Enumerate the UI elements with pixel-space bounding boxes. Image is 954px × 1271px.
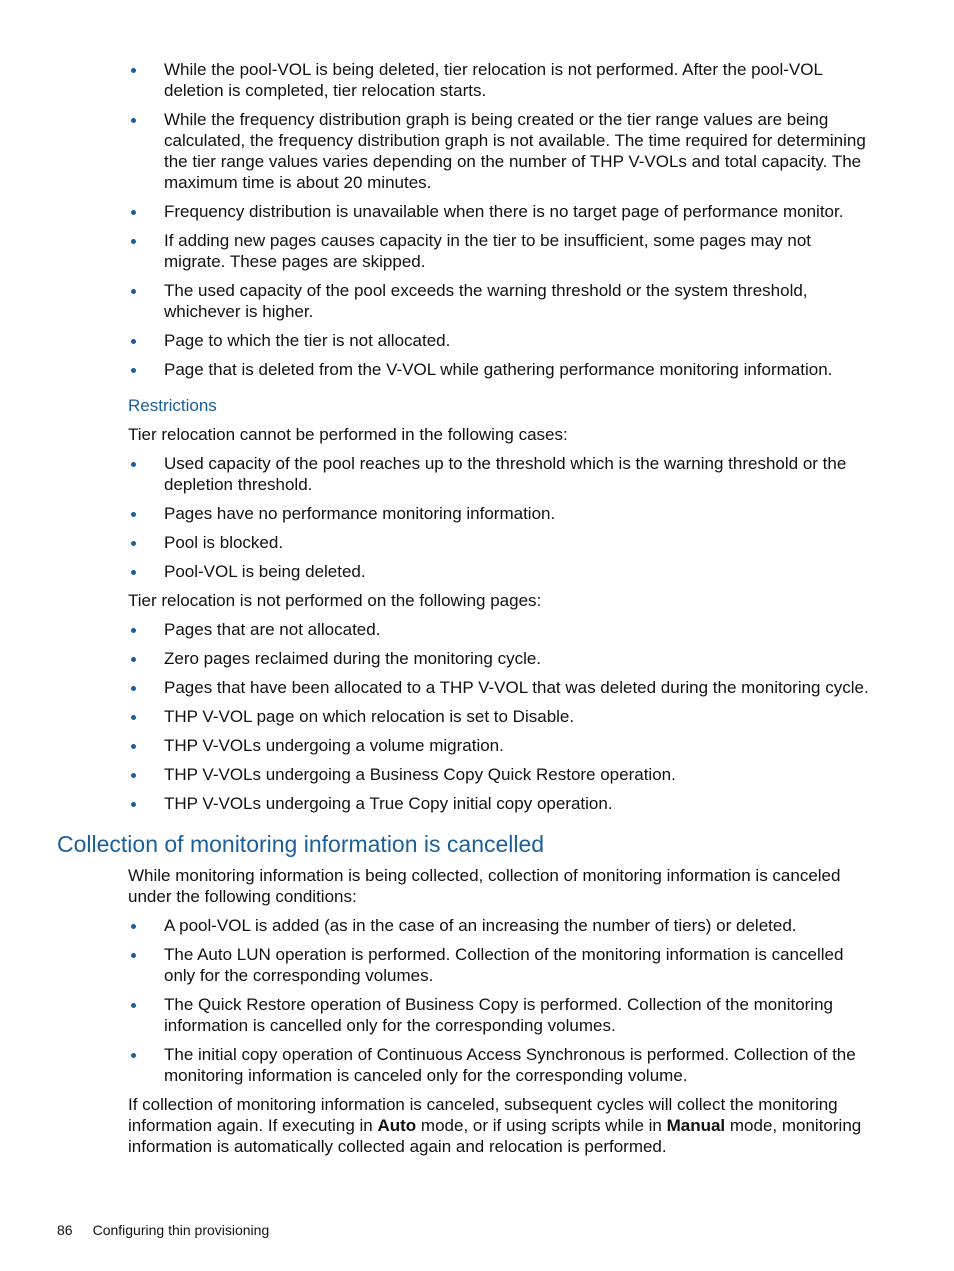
bullet-icon — [131, 744, 136, 749]
list-item: THP V-VOLs undergoing a Business Copy Quick Restore operation. — [128, 764, 874, 785]
bullet-icon — [131, 68, 136, 73]
list-item: The Quick Restore operation of Business Copy is performed. Collection of the monitoring information is cancelled only for the corresponding volumes. — [128, 994, 874, 1036]
auto-mode-term: Auto — [377, 1116, 417, 1135]
bullet-icon — [131, 541, 136, 546]
restrictions-intro: Tier relocation cannot be performed in the following cases: — [128, 425, 568, 444]
collection-conditions-list — [128, 915, 874, 1086]
collection-intro: While monitoring information is being collected, collection of monitoring information is canceled under the following conditions: — [128, 866, 841, 906]
list-item: THP V-VOLs undergoing a True Copy initial copy operation. — [128, 793, 874, 814]
restrictions-heading: Restrictions — [128, 396, 217, 415]
bullet-icon — [131, 210, 136, 215]
page-number: 86 — [57, 1222, 73, 1238]
bullet-icon — [131, 773, 136, 778]
list-item: Zero pages reclaimed during the monitoring cycle. — [128, 648, 874, 669]
list-item: Page that is deleted from the V-VOL while gathering performance monitoring information. — [128, 359, 874, 380]
list-item: THP V-VOL page on which relocation is set to Disable. — [128, 706, 874, 727]
list-item: THP V-VOLs undergoing a volume migration. — [128, 735, 874, 756]
collection-closing-paragraph: If collection of monitoring information is canceled, subsequent cycles will collect the monitoring information again. If executing in Auto mode, or if using scripts while in Manual mode, monitoring information is automatically collected again and relocation is performed. — [128, 1095, 862, 1156]
restriction-pages-list — [128, 619, 874, 814]
bullet-icon — [131, 512, 136, 517]
list-item: Page to which the tier is not allocated. — [128, 330, 874, 351]
list-item: The Auto LUN operation is performed. Collection of the monitoring information is cancelled only for the corresponding volumes. — [128, 944, 874, 986]
bullet-icon — [131, 570, 136, 575]
list-item: The initial copy operation of Continuous Access Synchronous is performed. Collection of the monitoring information is canceled only for the corresponding volume. — [128, 1044, 874, 1086]
list-item: While the frequency distribution graph is being created or the tier range values are being calculated, the frequency distribution graph is not available. The time required for determining the tier range values varies depending on the number of THP V-VOLs and total capacity. The maximum time is about 20 minutes. — [128, 109, 874, 193]
top-bullet-list — [128, 59, 874, 380]
list-item: Pages have no performance monitoring information. — [128, 503, 874, 524]
bullet-icon — [131, 289, 136, 294]
bullet-icon — [131, 715, 136, 720]
bullet-icon — [131, 657, 136, 662]
list-item: Frequency distribution is unavailable when there is no target page of performance monitor. — [128, 201, 874, 222]
restriction-cases-list — [128, 453, 874, 582]
list-item: While the pool-VOL is being deleted, tier relocation is not performed. After the pool-VOL deletion is completed, tier relocation starts. — [128, 59, 874, 101]
list-item: The used capacity of the pool exceeds the warning threshold or the system threshold, whichever is higher. — [128, 280, 874, 322]
bullet-icon — [131, 339, 136, 344]
list-item: If adding new pages causes capacity in the tier to be insufficient, some pages may not migrate. These pages are skipped. — [128, 230, 874, 272]
bullet-icon — [131, 686, 136, 691]
list-item: A pool-VOL is added (as in the case of an increasing the number of tiers) or deleted. — [128, 915, 874, 936]
page-footer — [57, 1222, 269, 1238]
bullet-icon — [131, 239, 136, 244]
list-item: Pages that are not allocated. — [128, 619, 874, 640]
list-item: Pool-VOL is being deleted. — [128, 561, 874, 582]
bullet-icon — [131, 953, 136, 958]
bullet-icon — [131, 924, 136, 929]
list-item: Pages that have been allocated to a THP V-VOL that was deleted during the monitoring cycle. — [128, 677, 874, 698]
restrictions-pages-intro: Tier relocation is not performed on the following pages: — [128, 591, 542, 610]
bullet-icon — [131, 1053, 136, 1058]
section-title: Collection of monitoring information is cancelled — [57, 831, 545, 857]
page-content — [0, 59, 954, 1165]
bullet-icon — [131, 802, 136, 807]
manual-mode-term: Manual — [666, 1116, 726, 1135]
list-item: Pool is blocked. — [128, 532, 874, 553]
bullet-icon — [131, 368, 136, 373]
list-item: Used capacity of the pool reaches up to the threshold which is the warning threshold or the depletion threshold. — [128, 453, 874, 495]
bullet-icon — [131, 462, 136, 467]
bullet-icon — [131, 628, 136, 633]
bullet-icon — [131, 1003, 136, 1008]
chapter-title: Configuring thin provisioning — [92, 1222, 270, 1238]
bullet-icon — [131, 118, 136, 123]
